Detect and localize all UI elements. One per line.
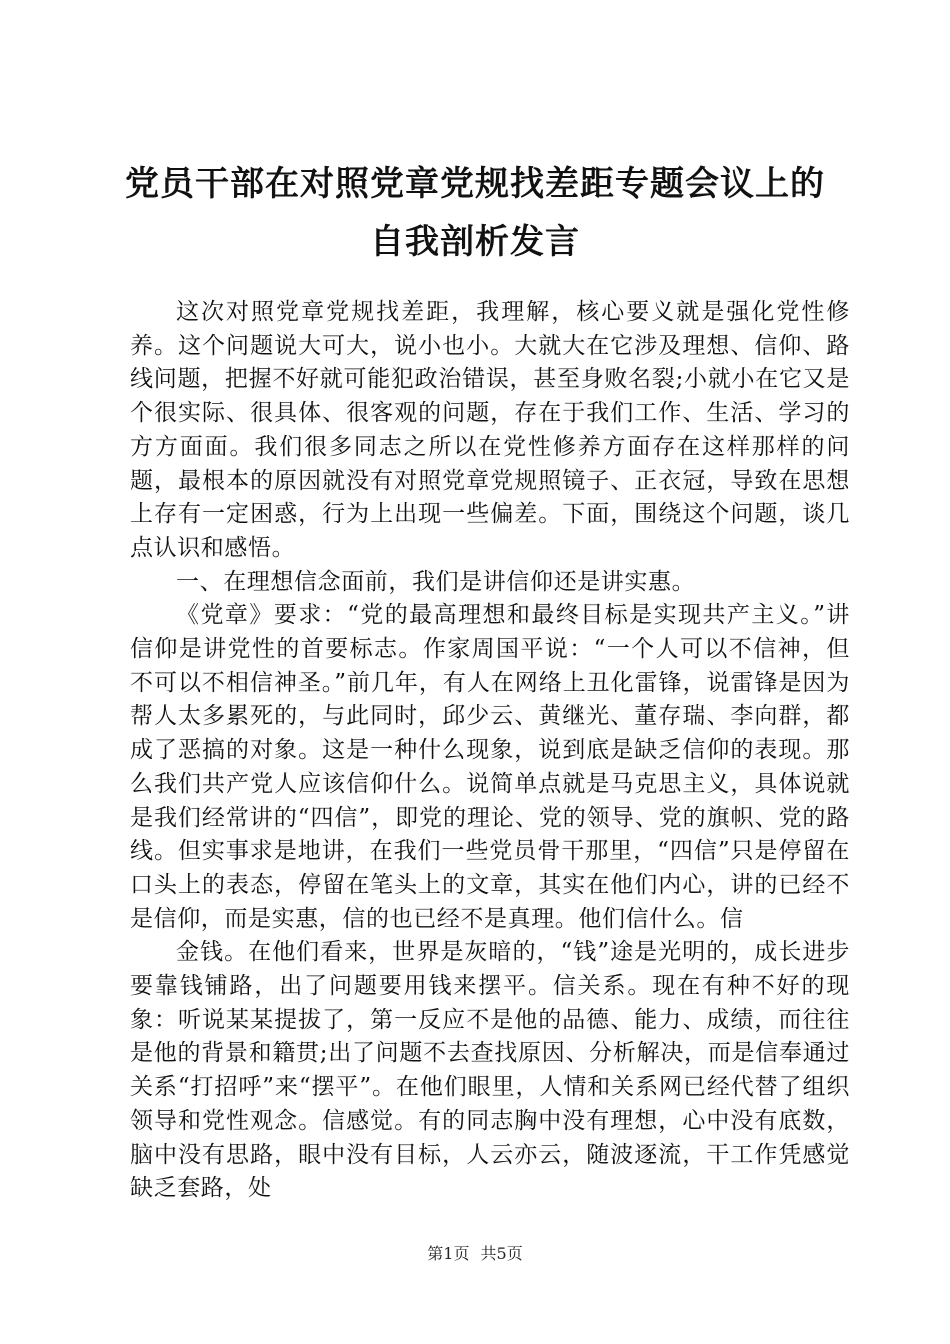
document-title-line-2: 自我剖析发言 <box>370 222 580 262</box>
page-number: 第1页 <box>427 1244 470 1263</box>
paragraph-party-constitution: 《党章》要求：“党的最高理想和最终目标是实现共产主义。”讲信仰是讲党性的首要标志。作家周国平说：“一个人可以不信神，但不可以不相信神圣。”前几年，有人在网络上丑化雷锋，说雷锋是因为帮人太多累死的，与此同时，邱少云、黄继光、董存瑞、李向群，都成了恶搞的对象。这是一种什么现象，说到底是缺乏信仰的表现。那么我们共产党人应该信仰什么。说简单点就是马克思主义，具体说就是我们经常讲的“四信”，即党的理论、党的领导、党的旗帜、党的路线。但实事求是地讲，在我们一些党员骨干那里，“四信”只是停留在口头上的表态，停留在笔头上的文章，其实在他们内心，讲的已经不是信仰，而是实惠，信的也已经不是真理。他们信什么。信 <box>130 602 850 932</box>
document-body <box>130 296 850 1206</box>
page-total: 共5页 <box>480 1244 523 1263</box>
paragraph-money-relations: 金钱。在他们看来，世界是灰暗的，“钱”途是光明的，成长进步要靠钱铺路，出了问题要用钱来摆平。信关系。现在有种不好的现象：听说某某提拔了，第一反应不是他的品德、能力、成绩，而往往是他的背景和籍贯;出了问题不去查找原因、分析解决，而是信奉通过关系“打招呼”来“摆平”。在他们眼里，人情和关系网已经代替了组织领导和党性观念。信感觉。有的同志胸中没有理想，心中没有底数，脑中没有思路，眼中没有目标，人云亦云，随波逐流，干工作凭感觉缺乏套路，处 <box>130 939 850 1202</box>
paragraph-section-heading: 一、在理想信念面前，我们是讲信仰还是讲实惠。 <box>176 568 696 595</box>
page-footer <box>0 1244 950 1264</box>
document-title-line-1: 党员干部在对照党章党规找差距专题会议上的 <box>125 164 825 204</box>
paragraph-intro: 这次对照党章党规找差距，我理解，核心要义就是强化党性修养。这个问题说大可大，说小也小。大就大在它涉及理想、信仰、路线问题，把握不好就可能犯政治错误，甚至身败名裂;小就小在它又是个很实际、很具体、很客观的问题，存在于我们工作、生活、学习的方方面面。我们很多同志之所以在党性修养方面存在这样那样的问题，最根本的原因就没有对照党章党规照镜子、正衣冠，导致在思想上存有一定困惑，行为上出现一些偏差。下面，围绕这个问题，谈几点认识和感悟。 <box>130 299 850 561</box>
